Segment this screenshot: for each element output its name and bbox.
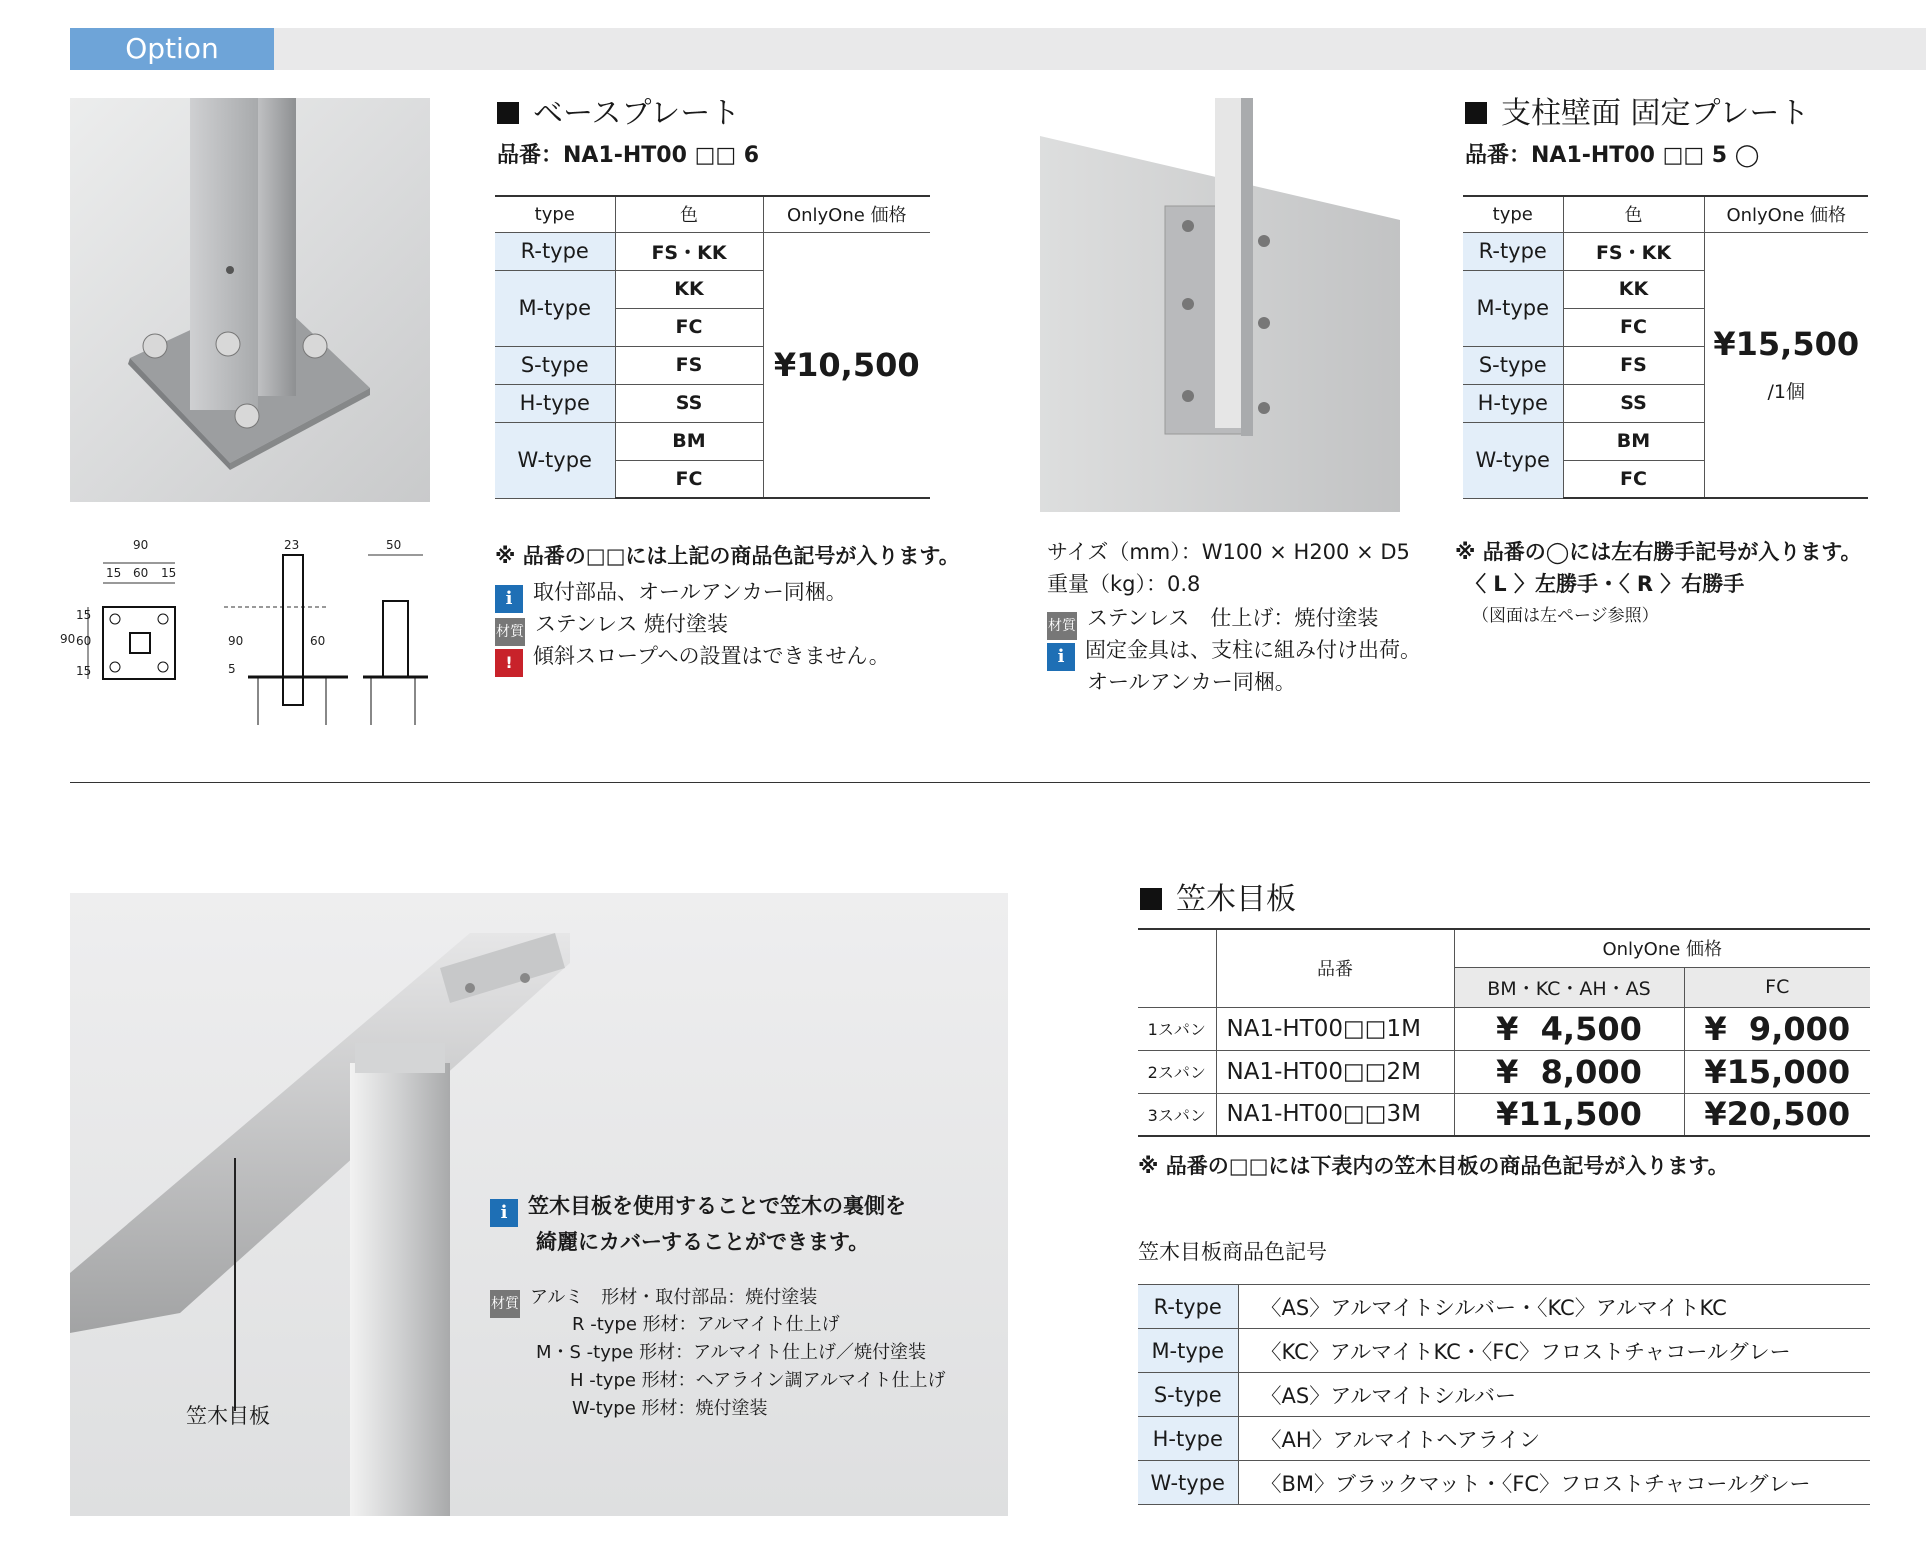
material-icon: 材質 [495,618,525,646]
base-plate-title-text: ベースプレート [533,96,741,131]
part-no-cell: NA1-HT00□□1M [1216,1007,1454,1050]
wall-plate-note2: 〈 L 〉左勝手・〈 R 〉右勝手 [1465,572,1745,596]
square-bullet-icon [1465,102,1487,124]
base-plate-note: ※ 品番の□□には上記の商品色記号が入ります。 [495,544,960,568]
square-bullet-icon [497,102,519,124]
dim-label: 15 [161,566,177,580]
material-line: R -type 形材：アルマイト仕上げ [572,1314,840,1335]
color-desc: 〈BM〉ブラックマット・〈FC〉フロストチャコールグレー [1238,1461,1870,1505]
color-cell: FC [1563,308,1704,346]
base-plate-item [495,640,890,677]
type-cell: W-type [495,422,615,498]
dim-label: 90 [133,538,149,552]
material-line: H -type 形材：ヘアライン調アルマイト仕上げ [570,1370,946,1391]
kasagi-title [1140,882,1296,918]
dim-label: 23 [284,538,300,552]
col-header: 色 [615,196,763,232]
span-cell: 2スパン [1138,1050,1216,1093]
dim-label: 15 [106,566,122,580]
info-icon: i [490,1199,518,1227]
material-line: アルミ 形材・取付部品：焼付塗装 [530,1287,818,1308]
wall-plate-note1: ※ 品番の◯には左右勝手記号が入ります。 [1455,540,1862,564]
col-header: type [1463,196,1563,232]
type-cell: M-type [1138,1329,1238,1373]
color-cell: KK [1563,270,1704,308]
dim-label: 60 [310,634,326,648]
price-cell: ¥ 8,000 [1454,1050,1684,1093]
color-cell: FC [615,460,763,498]
square-bullet-icon [1140,888,1162,910]
color-cell: FS [1563,346,1704,384]
color-cell: FC [615,308,763,346]
color-desc: 〈AH〉アルマイトヘアライン [1238,1417,1870,1461]
col-header: 色 [1563,196,1704,232]
item-text: 取付部品、オールアンカー同梱。 [533,580,847,604]
price-cell: ¥10,500 [763,232,930,498]
type-cell: M-type [495,270,615,346]
type-cell: H-type [1463,384,1563,422]
warning-icon: ! [495,649,523,677]
wall-plate-item-cont: オールアンカー同梱。 [1087,670,1296,694]
color-cell: BM [1563,422,1704,460]
base-plate-title [497,96,740,132]
color-cell: FS [615,346,763,384]
wall-plate-note3: （図面は左ページ参照） [1472,606,1659,626]
type-cell: W-type [1463,422,1563,498]
color-cell: BM [615,422,763,460]
type-cell: S-type [1463,346,1563,384]
wall-plate-weight: 重量（kg）：0.8 [1047,572,1201,596]
kasagi-note: ※ 品番の□□には下表内の笠木目板の商品色記号が入ります。 [1138,1154,1729,1178]
type-cell: S-type [1138,1373,1238,1417]
info-text: 笠木目板を使用することで笠木の裏側を [528,1194,906,1218]
col-header: OnlyOne 価格 [1454,929,1870,967]
wall-plate-title-text: 支柱壁面 固定プレート [1501,96,1810,131]
type-cell: R-type [1138,1285,1238,1329]
price-unit: /1個 [1767,381,1805,404]
material-line: M・S -type 形材：アルマイト仕上げ／焼付塗装 [536,1342,927,1363]
dim-label: 15 [76,664,92,678]
span-cell: 1スパン [1138,1007,1216,1050]
wall-plate-title [1465,96,1809,132]
color-cell: FS・KK [615,232,763,270]
dim-label: 90 [228,634,244,648]
part-no-cell: NA1-HT00□□3M [1216,1093,1454,1136]
color-desc: 〈AS〉アルマイトシルバー・〈KC〉アルマイトKC [1238,1285,1870,1329]
kasagi-color-table [1138,1284,1870,1505]
item-text: 固定金具は、支柱に組み付け出荷。 [1085,638,1421,662]
dim-label: 60 [76,634,92,648]
type-cell: H-type [495,384,615,422]
color-desc: 〈AS〉アルマイトシルバー [1238,1373,1870,1417]
kasagi-color-title: 笠木目板商品色記号 [1138,1240,1327,1264]
info-icon: i [1047,643,1075,671]
option-tab[interactable]: Option [70,28,274,70]
material-icon: 材質 [1047,612,1077,640]
kasagi-info-cont: 綺麗にカバーすることができます。 [536,1230,870,1254]
type-cell: R-type [1463,232,1563,270]
base-plate-drawing [58,535,448,730]
color-cell: FS・KK [1563,232,1704,270]
dim-label: 50 [386,538,402,552]
wall-plate-table [1463,195,1868,499]
wall-plate-part-no: 品番：NA1-HT00 □□ 5 ◯ [1465,143,1760,168]
item-text: 傾斜スロープへの設置はできません。 [533,644,890,668]
color-cell: SS [615,384,763,422]
dim-label: 60 [133,566,149,580]
col-header: 品番 [1216,929,1454,1007]
type-cell: W-type [1138,1461,1238,1505]
price-value: ¥15,500 [1713,325,1860,364]
color-cell: FC [1563,460,1704,498]
price-cell: ¥11,500 [1454,1093,1684,1136]
color-cell: KK [615,270,763,308]
kasagi-info [490,1190,906,1227]
material-icon: 材質 [490,1290,520,1318]
span-cell: 3スパン [1138,1093,1216,1136]
item-text: ステンレス 仕上げ：焼付塗装 [1087,606,1379,630]
type-cell: R-type [495,232,615,270]
price-cell: ¥ 9,000 [1684,1007,1870,1050]
item-text: ステンレス 焼付塗装 [535,612,729,636]
dim-label: 5 [228,662,236,676]
color-desc: 〈KC〉アルマイトKC・〈FC〉フロストチャコールグレー [1238,1329,1870,1373]
kasagi-price-table [1138,928,1870,1137]
type-cell: H-type [1138,1417,1238,1461]
wall-plate-photo [1040,98,1400,512]
col-header: OnlyOne 価格 [1704,196,1868,232]
price-cell: ¥15,000 [1684,1050,1870,1093]
dim-label: 15 [76,608,92,622]
col-header: OnlyOne 価格 [763,196,930,232]
price-cell [1704,232,1868,498]
col-header: type [495,196,615,232]
part-no-cell: NA1-HT00□□2M [1216,1050,1454,1093]
dim-label: 90 [60,632,76,646]
base-plate-part-no: 品番：NA1-HT00 □□ 6 [497,143,760,168]
sub-header: FC [1684,967,1870,1007]
info-icon: i [495,585,523,613]
corner-cell [1138,929,1216,1007]
color-cell: SS [1563,384,1704,422]
base-plate-table [495,195,930,499]
section-divider [70,782,1870,783]
wall-plate-size: サイズ（mm）：W100 × H200 × D5 [1047,540,1410,564]
kasagi-photo-label: 笠木目板 [186,1404,270,1428]
base-plate-photo [70,98,430,502]
sub-header: BM・KC・AH・AS [1454,967,1684,1007]
price-cell: ¥20,500 [1684,1093,1870,1136]
price-cell: ¥ 4,500 [1454,1007,1684,1050]
material-line: W-type 形材：焼付塗装 [572,1398,768,1419]
kasagi-title-text: 笠木目板 [1176,882,1296,917]
type-cell: S-type [495,346,615,384]
header-bar [70,28,1926,70]
type-cell: M-type [1463,270,1563,346]
